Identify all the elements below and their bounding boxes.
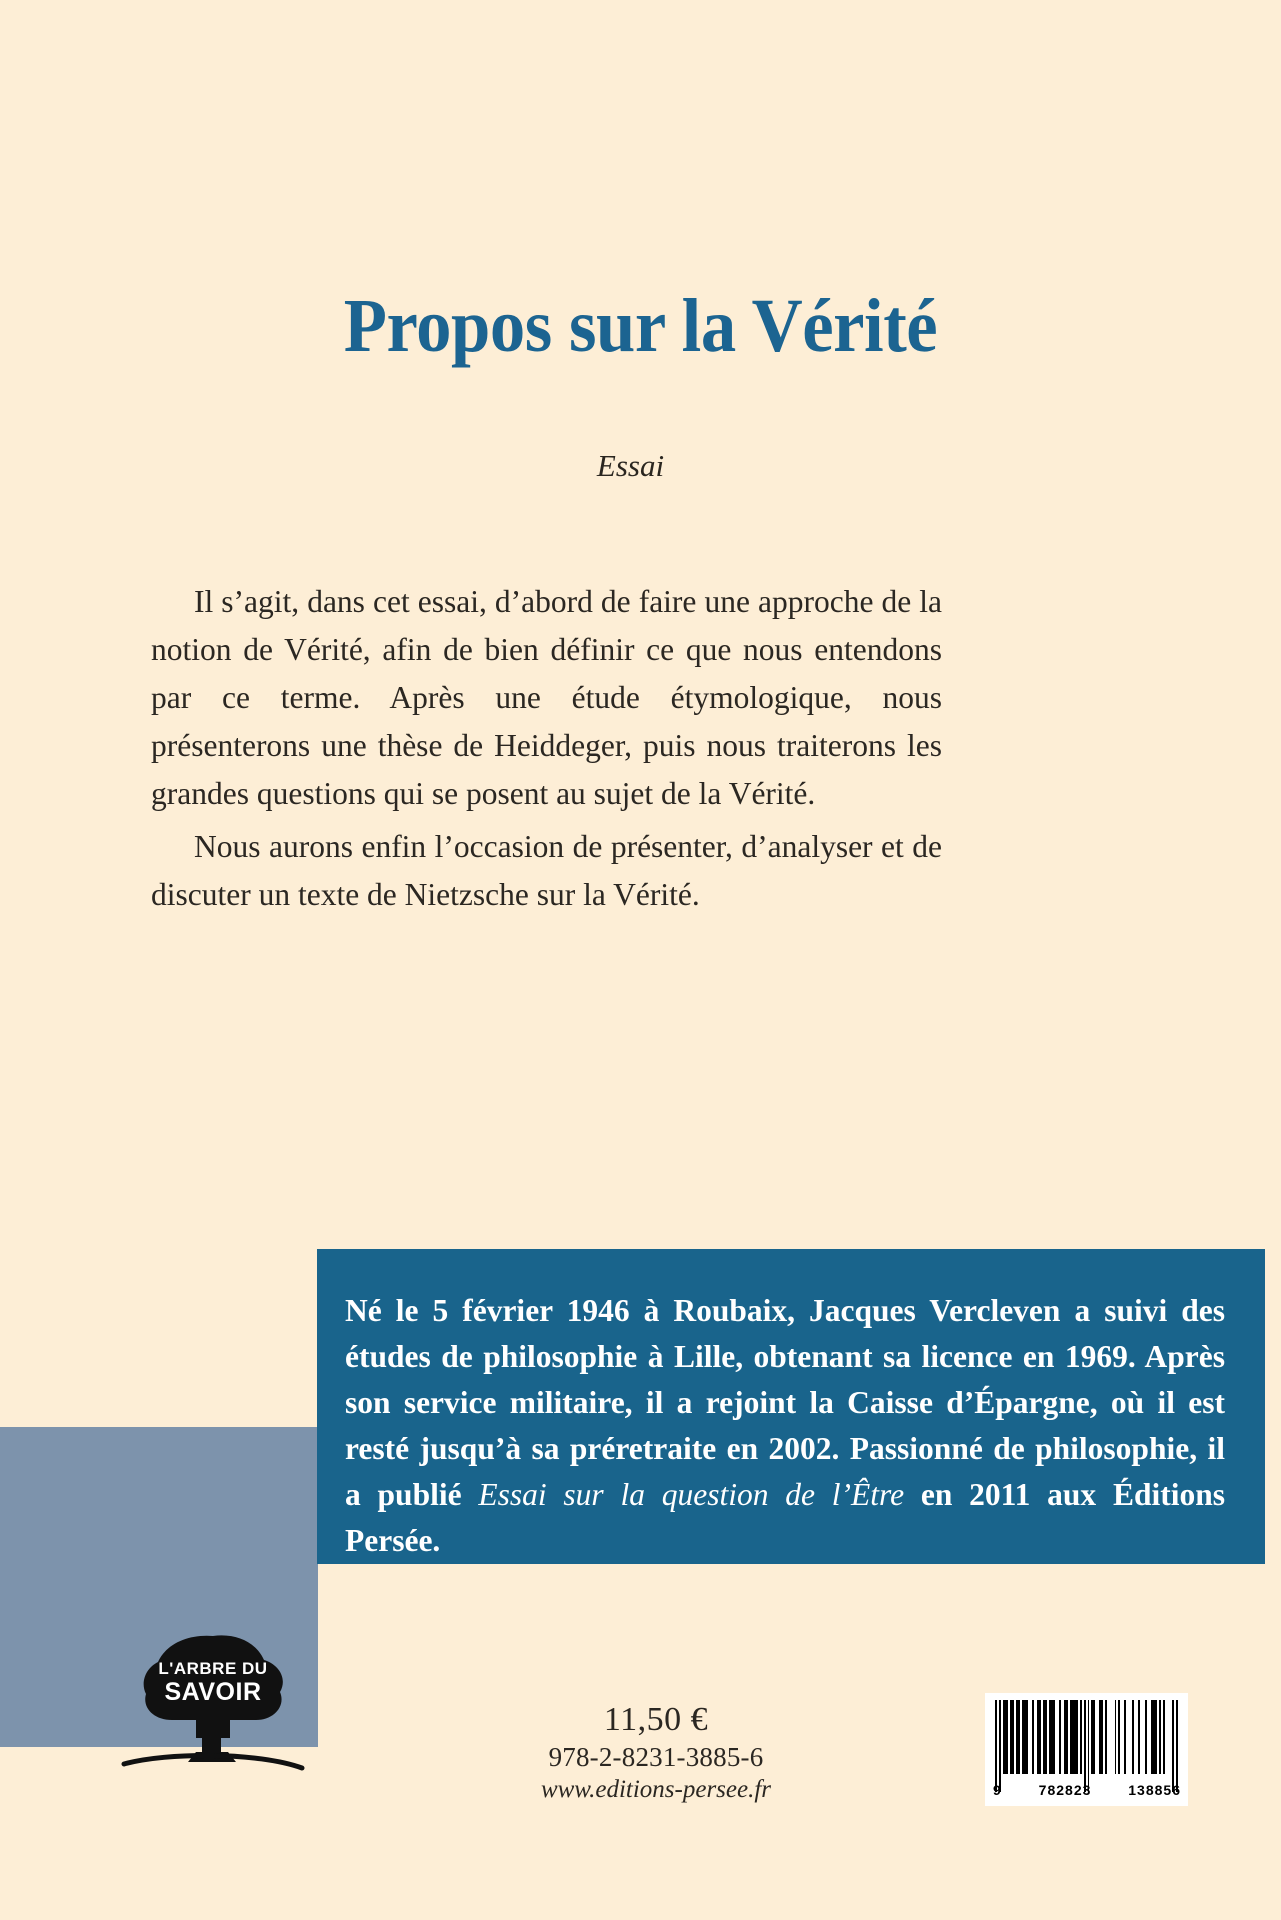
blurb-paragraph-2: Nous aurons enfin l’occasion de présenter, d’analyser et de discuter un texte de Nietzsche sur la Vérité.: [151, 829, 942, 912]
author-bio-text: [345, 1288, 1225, 1564]
page-title: Propos sur la Vérité: [343, 283, 938, 368]
barcode: [985, 1693, 1188, 1806]
logo-line-2: SAVOIR: [164, 1678, 262, 1706]
blurb-paragraph-1: Il s’agit, dans cet essai, d’abord de faire une approche de la notion de Vérité, afin de bien définir ce que nous entendons par ce terme. Après une étude étymologique, nous présenterons une thèse de Heiddeger, puis nous traiterons les grandes questions qui se posent au sujet de la Vérité.: [151, 584, 942, 811]
logo-line-1: L'ARBRE DU: [158, 1659, 268, 1678]
bio-part-1: Né le 5 février 1946 à Roubaix, Jacques Vercleven a suivi des études de philosophie à Lille, obtenant sa licence en 1969. Après son service militaire, il a rejoint la Caisse d’Épargne, où il est resté jusqu’à sa préretraite en 2002. Passionné de philosophie, il a publié: [345, 1293, 1225, 1512]
barcode-digit-lead: 9: [993, 1782, 1002, 1798]
barcode-group-left: 782823: [1038, 1782, 1092, 1798]
publisher-website: www.editions-persee.fr: [540, 1776, 772, 1803]
bio-part-2: en 2011 aux Éditions Persée.: [345, 1477, 1226, 1558]
price-label: 11,50 €: [603, 1701, 709, 1738]
pricing-block: [526, 1700, 786, 1806]
isbn-label: 978-2-8231-3885-6: [548, 1742, 764, 1772]
barcode-bars: [995, 1700, 1179, 1792]
author-bio-paragraph: [345, 1288, 1225, 1564]
publisher-logo: [118, 1628, 308, 1773]
barcode-digits: [993, 1782, 1181, 1798]
tree-icon: [118, 1628, 308, 1773]
bio-cited-work: Essai sur la question de l’Être: [478, 1477, 905, 1512]
book-subtitle: Essai: [596, 448, 665, 483]
barcode-group-right: 138856: [1128, 1782, 1181, 1798]
book-blurb: [151, 578, 942, 919]
